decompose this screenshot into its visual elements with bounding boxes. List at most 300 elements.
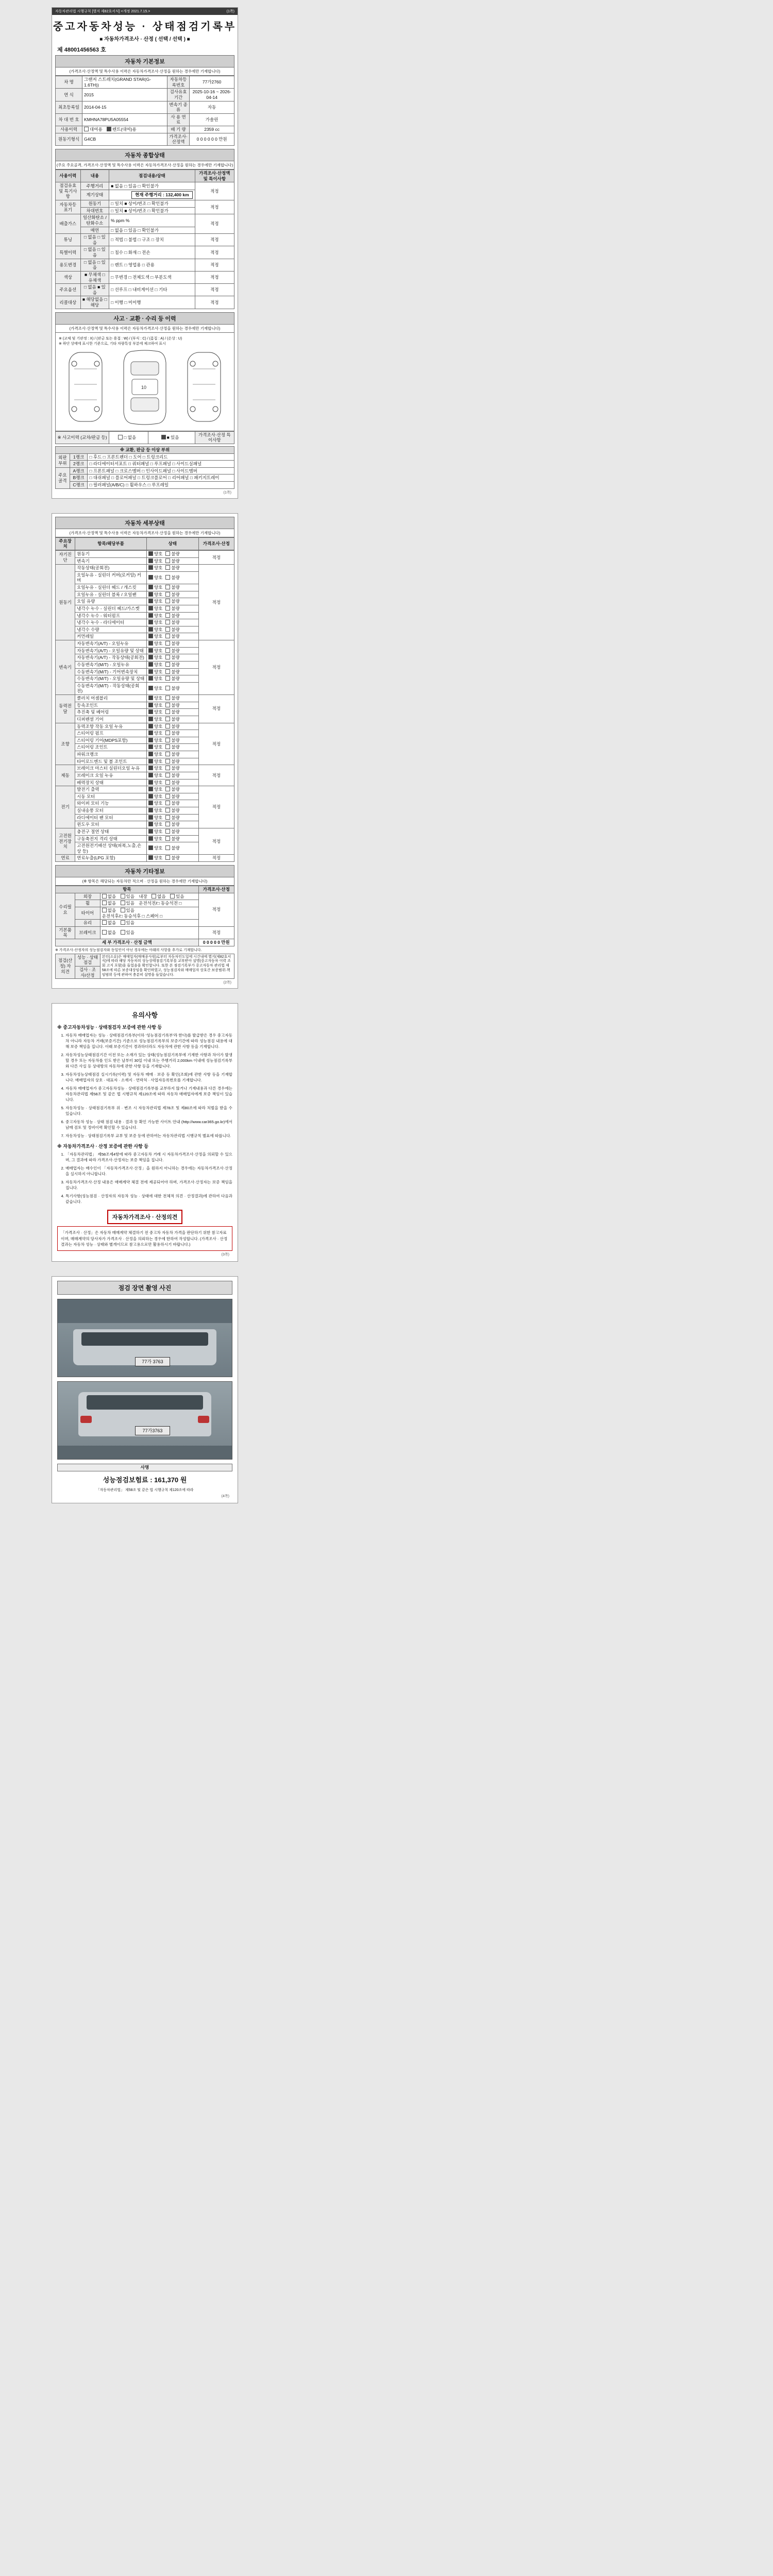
row-state-co[interactable]: % ppm %: [109, 214, 195, 227]
detail-item-state[interactable]: [146, 654, 198, 662]
sheet-3-wrap: [0, 996, 773, 1269]
tire-none-checkbox[interactable]: 없음: [102, 908, 116, 913]
state-bad-checkbox[interactable]: 불량: [165, 676, 179, 682]
state-good-checkbox[interactable]: 양호: [148, 731, 162, 736]
row-state-options[interactable]: □ 선루프 □ 내비게이션 □ 기타: [109, 284, 195, 296]
row-state-vin-mark[interactable]: □ 일치 ■ 상이/변조 □ 확인불가: [109, 207, 195, 214]
detail-item-label: 클러치 어셈블리: [75, 695, 147, 702]
state-good-checkbox[interactable]: 양호: [148, 855, 162, 861]
detail-item-state[interactable]: [146, 702, 198, 709]
tire-has-checkbox[interactable]: 있음: [121, 908, 135, 913]
state-good-checkbox[interactable]: 양호: [148, 599, 162, 604]
value-accident-history[interactable]: [109, 431, 148, 444]
label-engine: 원동기형식: [56, 133, 82, 145]
row-item-vin-mark: 차대번호: [80, 207, 109, 214]
detail-item-state[interactable]: [146, 668, 198, 675]
other-info-table: [55, 886, 234, 946]
col-head-item: 내용: [80, 170, 109, 182]
mileage-value-box: 현재 주행거리 : 132,400 km: [131, 191, 193, 199]
state-good-checkbox[interactable]: 양호: [148, 845, 162, 851]
detail-item-state[interactable]: [146, 765, 198, 772]
state-bad-checkbox[interactable]: 불량: [165, 696, 179, 701]
state-bad-checkbox[interactable]: 불량: [165, 752, 179, 757]
detail-item-label: 고전원전기배선 상태(피복,노출,손상 등): [75, 842, 147, 855]
state-good-checkbox[interactable]: 양호: [148, 836, 162, 842]
row-state-tuning[interactable]: □ 적법 □ 불법 □ 구조 □ 장치: [109, 234, 195, 246]
state-bad-checkbox[interactable]: 불량: [165, 585, 179, 590]
diagram-legend-1: ※ (교체 및 기판정 : X) / (판금 또는 용접 : W) / (부식 : C) / (흠집 : A) / (손상 : U): [59, 336, 182, 341]
state-good-checkbox[interactable]: 양호: [148, 703, 162, 708]
detail-item-state[interactable]: [146, 835, 198, 842]
detail-item-state[interactable]: [146, 557, 198, 565]
tire-position-options[interactable]: 운전석후/□ 동승석후 □ 스페어 □: [102, 913, 163, 919]
page-4-footer: (4쪽): [221, 1494, 229, 1498]
state-bad-checkbox[interactable]: 불량: [165, 575, 179, 581]
other-col-item: 항목: [56, 886, 199, 893]
state-bad-checkbox[interactable]: 불량: [165, 620, 179, 625]
detail-item-state[interactable]: [146, 842, 198, 855]
detail-item-state[interactable]: [146, 800, 198, 807]
detail-item-state[interactable]: [146, 744, 198, 751]
photo-section-title: 점검 장면 촬영 사진: [57, 1281, 232, 1295]
state-good-checkbox[interactable]: 양호: [148, 794, 162, 800]
row-item-color[interactable]: ■ 무채색 □ 유채색: [80, 271, 109, 283]
table-row: [56, 786, 234, 793]
state-good-checkbox[interactable]: 양호: [148, 829, 162, 835]
col-head-state: 점검내용/상태: [109, 170, 195, 182]
repair-items-ranka[interactable]: □ 프론트패널 □ 크로스멤버 □ 인사이드패널 □ 사이드멤버: [88, 467, 234, 474]
state-good-checkbox[interactable]: 양호: [148, 634, 162, 639]
state-bad-checkbox[interactable]: 불량: [165, 766, 179, 771]
detail-group-note: 적정: [198, 855, 234, 862]
detail-item-label: 스티어링 기어(MDPS포함): [75, 737, 147, 744]
repair-items-rankc[interactable]: □ 필러패널(A/B/C) □ 휠하우스 □ 루프레일: [88, 482, 234, 489]
detail-group-변속기: 변속기: [56, 640, 75, 695]
page-3-footer: (3쪽): [221, 1253, 229, 1257]
glass-has-checkbox[interactable]: 있음: [121, 920, 135, 926]
detail-item-state[interactable]: [146, 633, 198, 640]
row-state-engine-mark[interactable]: □ 일치 ■ 상이/변조 □ 확인불가: [109, 200, 195, 208]
table-row: [56, 855, 234, 862]
basic-info-table: [55, 76, 234, 146]
repair-rank-b: B랭크: [70, 474, 88, 482]
state-bad-checkbox[interactable]: 불량: [165, 709, 179, 715]
state-good-checkbox[interactable]: 양호: [148, 676, 162, 682]
col-head-price: 가격조사·산정액 및 특이사항: [195, 170, 234, 182]
state-good-checkbox[interactable]: 양호: [148, 627, 162, 633]
row-item-co: 일산화탄소 / 탄화수소: [80, 214, 109, 227]
overall-state-table: [55, 170, 234, 309]
state-bad-checkbox[interactable]: 불량: [165, 731, 179, 736]
accident-none-checkbox[interactable]: □ 없음: [118, 435, 136, 440]
other-item-brake: 브레이크: [75, 926, 100, 939]
row-group-options: 주요옵션: [56, 284, 81, 296]
detail-item-state[interactable]: [146, 584, 198, 591]
state-bad-checkbox[interactable]: 불량: [165, 703, 179, 708]
detail-item-state[interactable]: [146, 598, 198, 605]
sheet-1-wrap: [0, 0, 773, 506]
state-good-checkbox[interactable]: 양호: [148, 766, 162, 771]
row-group-recall: 리콜대상: [56, 296, 81, 309]
sheet-2: [52, 513, 238, 989]
state-bad-checkbox[interactable]: 불량: [165, 669, 179, 675]
doc-no-suffix: 호: [100, 47, 106, 53]
other-state-exterior[interactable]: [100, 893, 198, 900]
state-good-checkbox[interactable]: 양호: [148, 709, 162, 715]
detail-group-note: 적정: [198, 565, 234, 640]
row-group-color: 색상: [56, 271, 81, 283]
state-good-checkbox[interactable]: 양호: [148, 780, 162, 786]
state-good-checkbox[interactable]: 양호: [148, 613, 162, 619]
state-bad-checkbox[interactable]: 불량: [165, 662, 179, 668]
detail-item-state[interactable]: [146, 807, 198, 815]
state-good-checkbox[interactable]: 양호: [148, 551, 162, 557]
state-bad-checkbox[interactable]: 불량: [165, 565, 179, 571]
simple-repair-checkbox[interactable]: ■ 있음: [161, 435, 179, 440]
row-state-color[interactable]: □ 무변경 □ 전체도색 □ 부분도색: [109, 271, 195, 283]
detail-item-state[interactable]: [146, 855, 198, 862]
state-bad-checkbox[interactable]: 불량: [165, 744, 179, 750]
label-inspect: 검사유효기간: [167, 89, 189, 101]
other-item-tire: 타이어: [75, 907, 100, 919]
state-good-checkbox[interactable]: 양호: [148, 744, 162, 750]
detail-item-state[interactable]: [146, 814, 198, 821]
detail-item-state[interactable]: [146, 723, 198, 730]
detail-item-state[interactable]: [146, 675, 198, 683]
notice-item: 1. 자동차 매매업자는 성능 · 상태점검기록부(이하 '성능점검기록부'라 한다)를 발급받은 경우 중고자동차 아니라 자동차 거래(보증기간) 기준으로 성능점검기록부의 보증기간에 따라 성능점검 내용에 대해 보증 책임을 집니다. 이때 보증기간이 경과하더라도 자동차에 관한 사항 등을 기재합니다.: [65, 1032, 232, 1049]
detail-item-state[interactable]: [146, 786, 198, 793]
state-good-checkbox[interactable]: 양호: [148, 752, 162, 757]
detail-item-state[interactable]: [146, 772, 198, 779]
detail-item-state[interactable]: [146, 821, 198, 828]
state-good-checkbox[interactable]: 양호: [148, 620, 162, 625]
notice-item: 7. 자동차성능 · 상태점검기록부 교부 및 보증 등에 관하여는 자동차관리법 시행규칙 별표에 따릅니다.: [65, 1133, 232, 1139]
detail-item-state[interactable]: [146, 695, 198, 702]
state-good-checkbox[interactable]: 양호: [148, 558, 162, 564]
section-detail-title: 자동차 세부상태: [55, 517, 234, 529]
state-bad-checkbox[interactable]: 불량: [165, 787, 179, 792]
other-note-repair: 적정: [198, 893, 234, 926]
repair-rank-1: 1랭크: [70, 453, 88, 461]
state-bad-checkbox[interactable]: 불량: [165, 794, 179, 800]
wheel-none-checkbox[interactable]: 없음: [102, 901, 116, 906]
section-detail-note: (가격조사·산정액 및 특수사용 이력은 자동차가격조사·산정을 원하는 경우에만 기재합니다): [55, 529, 234, 537]
row-item-options[interactable]: □ 없음 ■ 있음: [80, 284, 109, 296]
state-good-checkbox[interactable]: 양호: [148, 662, 162, 668]
state-bad-checkbox[interactable]: 불량: [165, 634, 179, 639]
rear-view-photo: [57, 1381, 232, 1460]
state-bad-checkbox[interactable]: 불량: [165, 551, 179, 557]
detail-item-label: 수동변속기(M/T) - 작동상태(공회전): [75, 682, 147, 694]
detail-item-label: 커먼레일: [75, 633, 147, 640]
detail-state-table: [55, 537, 234, 550]
state-good-checkbox[interactable]: 양호: [148, 655, 162, 660]
state-bad-checkbox[interactable]: 불량: [165, 606, 179, 612]
state-good-checkbox[interactable]: 양호: [148, 724, 162, 730]
state-good-checkbox[interactable]: 양호: [148, 822, 162, 827]
detail-item-state[interactable]: [146, 591, 198, 598]
signature-perf-label: 성능 · 상태점검: [75, 954, 100, 966]
state-good-checkbox[interactable]: 양호: [148, 787, 162, 792]
detail-item-label: 수동변속기(M/T) - 기어변속장치: [75, 668, 147, 675]
state-bad-checkbox[interactable]: 불량: [165, 655, 179, 660]
detail-item-label: 시동 모터: [75, 793, 147, 800]
row-note-options: 적정: [195, 284, 234, 296]
sheet-1: [52, 7, 238, 499]
state-bad-checkbox[interactable]: 불량: [165, 801, 179, 806]
detail-item-label: 스티어링 조인트: [75, 744, 147, 751]
detail-group-note: 적정: [198, 786, 234, 828]
row-note-usechange: 적정: [195, 259, 234, 271]
notice-item: 6. 중고자동차 성능 · 상태 점검 내용 · 결과 등 확인 가능한 사이트 안내 (http://www.car365.go.kr)에서 남매 검토 및 정비이력 확인할 수 있습니다.: [65, 1119, 232, 1130]
detail-item-state[interactable]: [146, 682, 198, 694]
table-row: [56, 765, 234, 772]
state-good-checkbox[interactable]: 양호: [148, 606, 162, 612]
document-title-block: [52, 15, 238, 43]
value-fuel: 가솔린: [190, 113, 234, 126]
state-good-checkbox[interactable]: 양호: [148, 686, 162, 691]
value-year: 2015: [82, 89, 167, 101]
notice-heading-2: ※ 자동차가격조사 · 산정 보증에 관한 사항 등: [57, 1144, 149, 1149]
detail-item-state[interactable]: [146, 716, 198, 723]
row-item-tuning[interactable]: □ 없음 □ 있음: [80, 234, 109, 246]
other-state-wheel[interactable]: [100, 900, 198, 907]
detail-col-group: 주요장치: [56, 537, 75, 550]
detail-item-label: 수동변속기(M/T) - 오일유량 및 상태: [75, 675, 147, 683]
use-rental-checkbox[interactable]: 대여용: [84, 127, 103, 132]
repair-items-rank1[interactable]: □ 후드 □ 프론트펜더 □ 도어 □ 트렁크리드: [88, 453, 234, 461]
row-state-cluster[interactable]: [109, 190, 195, 200]
state-bad-checkbox[interactable]: 불량: [165, 686, 179, 691]
state-good-checkbox[interactable]: 양호: [148, 759, 162, 765]
detail-item-label: 추진축 및 베어링: [75, 709, 147, 716]
other-state-brake[interactable]: [100, 926, 198, 939]
state-good-checkbox[interactable]: 양호: [148, 641, 162, 647]
detail-item-state[interactable]: [146, 758, 198, 765]
interior-has-checkbox[interactable]: 있음: [170, 894, 184, 900]
state-bad-checkbox[interactable]: 불량: [165, 759, 179, 765]
state-bad-checkbox[interactable]: 불량: [165, 648, 179, 654]
detail-item-state[interactable]: [146, 793, 198, 800]
state-bad-checkbox[interactable]: 불량: [165, 592, 179, 598]
detail-item-state[interactable]: [146, 550, 198, 557]
detail-group-조향: 조향: [56, 723, 75, 765]
detail-item-state[interactable]: [146, 779, 198, 786]
form-legal-ref: 자동차관리법 시행규칙 [별지 제82호서식] <개정 2021.7.15.>: [55, 10, 150, 13]
row-state-special[interactable]: □ 침수 □ 화재 □ 전손: [109, 246, 195, 259]
detail-item-label: 자동변속기(A/T) - 오일유량 및 상태: [75, 647, 147, 654]
use-lease-checkbox[interactable]: 렌트(대여)용: [107, 127, 137, 132]
exterior-has-checkbox[interactable]: 있음: [121, 894, 135, 900]
state-bad-checkbox[interactable]: 불량: [165, 773, 179, 778]
detail-item-label: 오일누유 - 실린더 헤드 / 개스킷: [75, 584, 147, 591]
state-bad-checkbox[interactable]: 불량: [165, 558, 179, 564]
row-item-usechange[interactable]: □ 없음 □ 있음: [80, 259, 109, 271]
state-bad-checkbox[interactable]: 불량: [165, 627, 179, 633]
label-use-hist: 사용이력: [56, 126, 82, 133]
state-good-checkbox[interactable]: 양호: [148, 565, 162, 571]
brake-has-checkbox[interactable]: 있음: [121, 930, 135, 936]
accident-check-table: [55, 431, 234, 444]
other-note-basic: 적정: [198, 926, 234, 939]
label-fuel: 사 용 연 료: [167, 113, 189, 126]
row-state-recall[interactable]: □ 이행 □ 미이행: [109, 296, 195, 309]
row-item-mileage: 주행거리: [80, 182, 109, 190]
detail-group-제동: 제동: [56, 765, 75, 786]
label-trans: 변속기 종류: [167, 101, 189, 113]
detail-item-state[interactable]: [146, 571, 198, 584]
detail-col-item: 항목/해당부품: [75, 537, 147, 550]
table-row: [56, 828, 234, 835]
state-bad-checkbox[interactable]: 불량: [165, 815, 179, 821]
section-accident-title: 사고 · 교환 · 수리 등 이력: [55, 312, 234, 325]
price-opinion-body: 「가격조사 · 산정」은 자동차 매매계약 체결하기 전 중고차 자동차 가격을 판단하기 위한 참고자료이며, 매매계약의 당사자가 가격조사 · 산정을 의뢰하는 경우에 한하여 작성합니다. (가격조사 · 산정 결과는 자동차 성능 · 상태와 별개이므로 참고용으로만 활용하시기 바랍니다.): [57, 1226, 232, 1251]
state-bad-checkbox[interactable]: 불량: [165, 836, 179, 842]
sheet-2-wrap: [0, 506, 773, 996]
detail-group-note: 적정: [198, 828, 234, 855]
value-simple-repair[interactable]: [148, 431, 195, 444]
detail-item-state[interactable]: [146, 709, 198, 716]
row-state-mileage[interactable]: ■ 없음 □ 있음 □ 확인불가: [109, 182, 195, 190]
state-bad-checkbox[interactable]: 불량: [165, 738, 179, 743]
detail-item-label: 수동변속기(M/T) - 오일누유: [75, 661, 147, 668]
row-group-tuning: 튜닝: [56, 234, 81, 246]
row-note-special: 적정: [195, 246, 234, 259]
total-price-label: 세 부 가격조사 · 산정 금액: [56, 939, 199, 946]
state-bad-checkbox[interactable]: 불량: [165, 613, 179, 619]
row-item-recall[interactable]: ■ 해당없음 □ 해당: [80, 296, 109, 309]
other-state-tire[interactable]: [100, 907, 198, 919]
detail-item-state[interactable]: [146, 661, 198, 668]
row-item-engine-mark: 원동기: [80, 200, 109, 208]
photo-footnote: 「자동차관리법」 제58조 및 같은 법 시행규칙 제120조에 따라: [96, 1488, 194, 1492]
detail-item-state[interactable]: [146, 640, 198, 648]
row-state-usechange[interactable]: □ 렌트 □ 영업용 □ 관용: [109, 259, 195, 271]
exterior-none-checkbox[interactable]: 없음: [102, 894, 116, 900]
row-item-cluster: 계기상태: [80, 190, 109, 200]
repair-items-rank2[interactable]: □ 라디에이터서포트 □ 쿼터패널 □ 루프패널 □ 사이드실패널: [88, 461, 234, 468]
state-good-checkbox[interactable]: 양호: [148, 585, 162, 590]
detail-item-label: 충전구 절연 상태: [75, 828, 147, 835]
row-state-smoke[interactable]: □ 없음 □ 있음 □ 확인불가: [109, 227, 195, 234]
detail-item-label: 오일 유량: [75, 598, 147, 605]
detail-item-state[interactable]: [146, 828, 198, 835]
inspection-insurance-row: [57, 1471, 232, 1487]
notice-item: 5. 자동차성능 · 상태점검기록부 위 · 변조 시 자동차관리법 제78조 및 제80조에 따라 처벌을 받을 수 있습니다.: [65, 1105, 232, 1116]
state-good-checkbox[interactable]: 양호: [148, 738, 162, 743]
section-overall-title: 자동차 종합상태: [55, 149, 234, 161]
car-side-left-diagram: [65, 348, 106, 426]
wheel-has-checkbox[interactable]: 있음: [121, 901, 135, 906]
value-reg-no: 77가2760: [190, 76, 234, 89]
state-good-checkbox[interactable]: 양호: [148, 669, 162, 675]
row-note-vinmark: 적정: [195, 200, 234, 214]
wheel-position-options[interactable]: 운전석전/□ 동승석전 □: [139, 901, 182, 906]
value-vin: KMHNA78PU5A05554: [82, 113, 167, 126]
state-bad-checkbox[interactable]: 불량: [165, 822, 179, 827]
state-bad-checkbox[interactable]: 불량: [165, 724, 179, 730]
state-good-checkbox[interactable]: 양호: [148, 808, 162, 814]
state-good-checkbox[interactable]: 양호: [148, 592, 162, 598]
other-state-glass[interactable]: [100, 920, 198, 927]
value-first-reg: 2014-04-15: [82, 101, 167, 113]
signature-statement: 본인(소유)은 매매업자(매매종사원)로부터 자동차인도일에 시간내에 별지(제82호서식)에 따라 해당 자동차의 성능상태점검기록부를 교부받아 설명(중고자동차 이력 조회 고지 포함)을 들었음을 확인합니다. 또한 본 점검기록부가 중고자동차 관리법 제58조에 따른 보증대상임을 확인하였고, 성능점검자와 매매업자 상호간 보증범위·책임범위 등에 관하여 충분히 설명을 들었습니다.: [100, 954, 234, 979]
label-reg-no: 자동차등록번호: [167, 76, 189, 89]
brake-none-checkbox[interactable]: 없음: [102, 930, 116, 936]
page-1-footer: (1쪽): [223, 490, 231, 495]
state-bad-checkbox[interactable]: 불량: [165, 808, 179, 814]
detail-item-label: 배력장치 상태: [75, 779, 147, 786]
state-bad-checkbox[interactable]: 불량: [165, 845, 179, 851]
accident-diagram-box: [55, 333, 234, 431]
state-good-checkbox[interactable]: 양호: [148, 773, 162, 778]
value-car-name: 그랜저 스트레치(GRAND STAR(G-1.6TH)): [82, 76, 167, 89]
state-good-checkbox[interactable]: 양호: [148, 717, 162, 722]
table-row: [56, 640, 234, 648]
other-col-price: 가격조사·산정: [198, 886, 234, 893]
document-number: [52, 43, 238, 55]
value-disp: 2359 cc: [190, 126, 234, 133]
notice-title: 유의사항: [131, 1011, 158, 1020]
table-row: [56, 723, 234, 730]
table-row: [56, 550, 234, 557]
detail-item-state[interactable]: [146, 565, 198, 572]
detail-item-label: 냉각수 누수 - 실린더 헤드/가스켓: [75, 605, 147, 612]
notice-item: 3. 자동차성능상태점검 실시기록(이력) 및 자동차 매매 · 보증 등 확인(조회)에 관한 사항 등을 기재합니다. 매매업자의 상호 · 대표자 · 소재지 · 연락처 · 사업자등록번호를 기재합니다.: [65, 1072, 232, 1083]
notice-list-warranty: [57, 1032, 232, 1139]
detail-group-note: 적정: [198, 640, 234, 695]
detail-state-body: [55, 550, 234, 862]
detail-item-label: 브레이크 오일 누유: [75, 772, 147, 779]
detail-item-state[interactable]: [146, 612, 198, 619]
row-note-mileage: 적정: [195, 182, 234, 200]
detail-item-state[interactable]: [146, 605, 198, 612]
repair-rank-a: A랭크: [70, 467, 88, 474]
glass-none-checkbox[interactable]: 없음: [102, 920, 116, 926]
detail-col-state: 상태: [146, 537, 198, 550]
state-bad-checkbox[interactable]: 불량: [165, 717, 179, 722]
detail-item-state[interactable]: [146, 647, 198, 654]
rear-plate-number: 77가3763: [135, 1426, 170, 1435]
detail-item-state[interactable]: [146, 751, 198, 758]
repair-items-rankb[interactable]: □ 대쉬패널 □ 플로어패널 □ 트렁크플로어 □ 리어패널 □ 패키지트레이: [88, 474, 234, 482]
front-plate-number: 77가 3763: [135, 1357, 170, 1366]
state-bad-checkbox[interactable]: 불량: [165, 855, 179, 861]
state-good-checkbox[interactable]: 양호: [148, 815, 162, 821]
detail-item-state[interactable]: [146, 737, 198, 744]
state-bad-checkbox[interactable]: 불량: [165, 780, 179, 786]
state-good-checkbox[interactable]: 양호: [148, 648, 162, 654]
interior-none-checkbox[interactable]: 없음: [152, 894, 165, 900]
detail-group-원동기: 원동기: [56, 565, 75, 640]
page-2-footer: (2쪽): [223, 981, 231, 985]
state-good-checkbox[interactable]: 양호: [148, 696, 162, 701]
state-bad-checkbox[interactable]: 불량: [165, 829, 179, 835]
page-title: 중고자동차성능 · 상태점검기록부: [53, 21, 237, 32]
detail-item-state[interactable]: [146, 619, 198, 626]
state-good-checkbox[interactable]: 양호: [148, 575, 162, 581]
state-bad-checkbox[interactable]: 불량: [165, 599, 179, 604]
state-good-checkbox[interactable]: 양호: [148, 801, 162, 806]
label-accident-history: ※ 사고이력 (교차/판금 등): [56, 431, 109, 444]
detail-item-state[interactable]: [146, 730, 198, 737]
state-bad-checkbox[interactable]: 불량: [165, 641, 179, 647]
detail-item-state[interactable]: [146, 626, 198, 633]
sheet-3: [52, 1003, 238, 1262]
detail-item-label: 자동변속기(A/T) - 작동상태(공회전): [75, 654, 147, 662]
row-item-special[interactable]: □ 없음 □ 있음: [80, 246, 109, 259]
detail-group-고전원 전기장치: 고전원 전기장치: [56, 828, 75, 855]
